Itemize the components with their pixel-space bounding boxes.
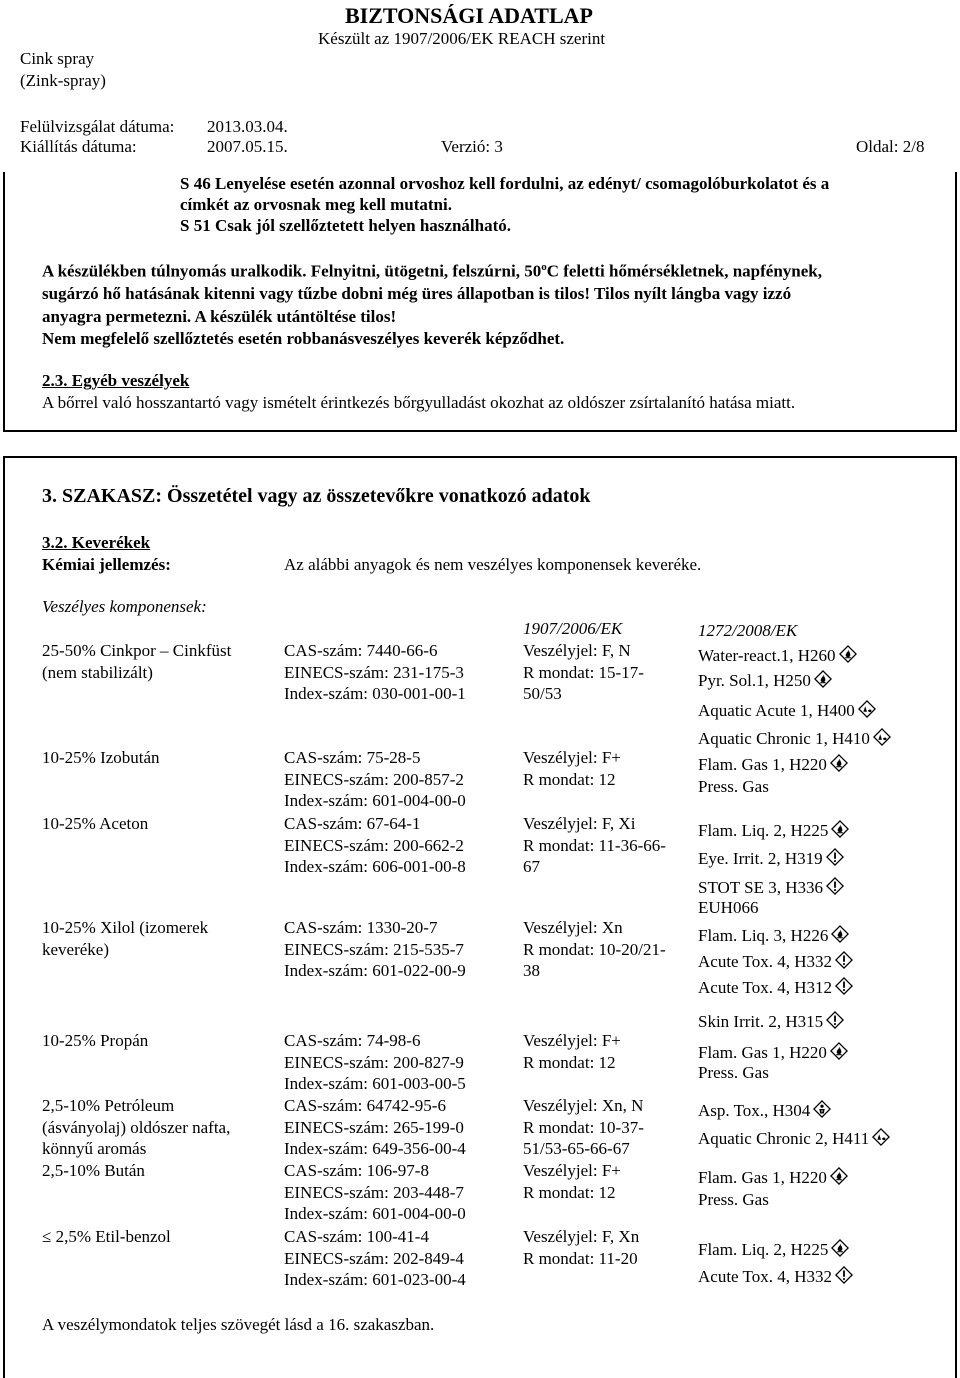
chemical-characterization-value: Az alábbi anyagok és nem veszélyes komponensek keveréke.: [284, 555, 702, 574]
other-hazards-text: A bőrrel való hosszantartó vagy ismételt érintkezés bőrgyulladást okozhat az oldószer zsírtalanító hatása miatt.: [42, 393, 796, 412]
clp-classification-item: [698, 1167, 849, 1188]
clp-classification-text: Flam. Liq. 3, H226: [698, 926, 829, 945]
s46-line-1: S 46 Lenyelése esetén azonnal orvoshoz kell fordulni, az edényt/ csomagolóburkolatot és a: [180, 174, 830, 193]
clp-classification-text: Flam. Liq. 2, H225: [698, 821, 829, 840]
component-identifiers: EINECS-szám: 265-199-0: [284, 1117, 464, 1137]
clp-classification-item: [698, 820, 850, 841]
column-1272: 1272/2008/EK: [698, 621, 798, 640]
clp-classification-item: [698, 1042, 849, 1063]
warning-line-1: [42, 261, 822, 282]
s46-line-2: címkét az orvosnak meg kell mutatni.: [180, 195, 452, 214]
component-identifiers: Index-szám: 601-023-00-4: [284, 1270, 466, 1290]
clp-classification-text: STOT SE 3, H336: [698, 878, 824, 897]
component-name: 10-25% Propán: [42, 1031, 149, 1050]
component-1907-classification: R mondat: 15-17-: [523, 662, 644, 682]
component-name: 10-25% Aceton: [42, 814, 149, 833]
clp-classification-text: Pyr. Sol.1, H250: [698, 671, 811, 690]
component-identifiers: CAS-szám: 100-41-4: [284, 1227, 429, 1246]
clp-classification-text: Asp. Tox., H304: [698, 1101, 811, 1120]
clp-classification-item: [698, 1011, 845, 1032]
component-identifiers: CAS-szám: 67-64-1: [284, 814, 421, 833]
component-identifiers: Index-szám: 601-003-00-5: [284, 1074, 466, 1094]
clp-classification-item: [698, 1266, 854, 1287]
mixtures-heading: 3.2. Keverékek: [42, 533, 151, 552]
component-identifiers: CAS-szám: 106-97-8: [284, 1161, 429, 1180]
clp-classification-item: [698, 1063, 769, 1083]
clp-classification-text: Flam. Gas 1, H220: [698, 1043, 827, 1062]
column-1907: 1907/2006/EK: [523, 619, 623, 638]
clp-classification-item: [698, 1239, 850, 1260]
component-1907-classification: 50/53: [523, 684, 562, 704]
component-1907-classification: Veszélyjel: F+: [523, 748, 621, 767]
clp-classification-text: Water-react.1, H260: [698, 646, 836, 665]
other-hazards-heading: 2.3. Egyéb veszélyek: [42, 371, 190, 390]
component-identifiers: Index-szám: 601-004-00-0: [284, 791, 466, 811]
component-identifiers: Index-szám: 601-022-00-9: [284, 961, 466, 981]
component-name: 25-50% Cinkpor – Cinkfüst: [42, 641, 232, 660]
component-identifiers: EINECS-szám: 203-448-7: [284, 1182, 464, 1202]
exclamation-icon: [834, 977, 854, 995]
component-identifiers: Index-szám: 649-356-00-4: [284, 1139, 466, 1159]
component-name: 10-25% Izobután: [42, 748, 160, 767]
clp-classification-item: [698, 777, 769, 797]
issue-date: 2007.05.15.: [207, 137, 288, 156]
exclamation-icon: [825, 848, 845, 866]
exclamation-icon: [834, 951, 854, 969]
section-3-heading: 3. SZAKASZ: Összetétel vagy az összetevőkre vonatkozó adatok: [42, 485, 591, 507]
component-1907-classification: Veszélyjel: Xn, N: [523, 1096, 644, 1115]
product-alt-name: (Zink-spray): [20, 71, 106, 90]
clp-classification-text: Press. Gas: [698, 777, 769, 796]
component-1907-classification: Veszélyjel: Xn: [523, 918, 623, 937]
flame-icon: [830, 925, 850, 943]
component-identifiers: Index-szám: 030-001-00-1: [284, 684, 466, 704]
clp-classification-text: Aquatic Acute 1, H400: [698, 701, 855, 720]
clp-classification-item: [698, 925, 850, 946]
component-1907-classification: R mondat: 11-36-66-: [523, 835, 666, 855]
component-identifiers: EINECS-szám: 200-662-2: [284, 835, 464, 855]
warning-line-3: anyagra permetezni. A készülék utántöltése tilos!: [42, 307, 397, 326]
flame-icon: [830, 1239, 850, 1257]
health-hazard-icon: [812, 1100, 832, 1118]
component-name: 2,5-10% Bután: [42, 1161, 145, 1180]
component-name: könnyű aromás: [42, 1139, 147, 1159]
component-identifiers: CAS-szám: 7440-66-6: [284, 641, 438, 660]
flame-icon: [829, 1042, 849, 1060]
chemical-characterization-label: Kémiai jellemzés:: [42, 555, 171, 574]
component-1907-classification: R mondat: 12: [523, 769, 616, 789]
component-1907-classification: Veszélyjel: F, Xn: [523, 1227, 640, 1246]
environment-icon: [872, 728, 892, 746]
clp-classification-text: Flam. Gas 1, H220: [698, 1168, 827, 1187]
flame-icon: [829, 1167, 849, 1185]
clp-classification-item: [698, 670, 833, 691]
clp-classification-item: [698, 1128, 891, 1149]
component-1907-classification: R mondat: 11-20: [523, 1248, 638, 1268]
clp-classification-text: Press. Gas: [698, 1190, 769, 1209]
clp-classification-text: Acute Tox. 4, H332: [698, 1267, 833, 1286]
clp-classification-text: Acute Tox. 4, H312: [698, 978, 833, 997]
component-identifiers: EINECS-szám: 231-175-3: [284, 662, 464, 682]
exclamation-icon: [825, 877, 845, 895]
issue-label: Kiállítás dátuma:: [20, 137, 137, 156]
component-identifiers: CAS-szám: 74-98-6: [284, 1031, 421, 1050]
component-identifiers: Index-szám: 601-004-00-0: [284, 1204, 466, 1224]
hazardous-components-label: Veszélyes komponensek:: [42, 597, 207, 616]
clp-classification-text: Aquatic Chronic 1, H410: [698, 729, 870, 748]
page-number: Oldal: 2/8: [856, 137, 925, 156]
component-1907-classification: Veszélyjel: F, Xi: [523, 814, 636, 833]
clp-classification-text: EUH066: [698, 898, 759, 917]
component-identifiers: EINECS-szám: 215-535-7: [284, 939, 464, 959]
document-title: BIZTONSÁGI ADATLAP: [345, 3, 593, 28]
component-identifiers: EINECS-szám: 202-849-4: [284, 1248, 464, 1268]
clp-classification-item: [698, 1100, 832, 1121]
document-subtitle: Készült az 1907/2006/EK REACH szerint: [318, 29, 606, 48]
clp-classification-text: Skin Irrit. 2, H315: [698, 1012, 824, 1031]
flame-icon: [813, 670, 833, 688]
clp-classification-text: Flam. Liq. 2, H225: [698, 1240, 829, 1259]
clp-classification-item: [698, 700, 877, 721]
product-name: Cink spray: [20, 49, 95, 68]
flame-icon: [829, 754, 849, 772]
clp-classification-text: Acute Tox. 4, H332: [698, 952, 833, 971]
component-1907-classification: Veszélyjel: F+: [523, 1031, 621, 1050]
component-1907-classification: 38: [523, 961, 540, 981]
clp-classification-item: [698, 848, 845, 869]
revision-date: 2013.03.04.: [207, 117, 288, 136]
clp-classification-item: [698, 754, 849, 775]
component-1907-classification: 51/53-65-66-67: [523, 1139, 630, 1159]
component-name: ≤ 2,5% Etil-benzol: [42, 1227, 171, 1246]
environment-icon: [857, 700, 877, 718]
exclamation-icon: [834, 1266, 854, 1284]
exclamation-icon: [825, 1011, 845, 1029]
clp-classification-item: [698, 977, 854, 998]
revision-label: Felülvizsgálat dátuma:: [20, 117, 175, 136]
component-1907-classification: R mondat: 10-37-: [523, 1117, 644, 1137]
component-name: 2,5-10% Petróleum: [42, 1096, 175, 1115]
component-identifiers: CAS-szám: 75-28-5: [284, 748, 421, 767]
component-1907-classification: Veszélyjel: F+: [523, 1161, 621, 1180]
environment-icon: [871, 1128, 891, 1146]
clp-classification-text: Flam. Gas 1, H220: [698, 755, 827, 774]
flame-icon: [830, 820, 850, 838]
component-name: (nem stabilizált): [42, 662, 153, 682]
component-1907-classification: Veszélyjel: F, N: [523, 641, 631, 660]
flame-icon: [838, 645, 858, 663]
component-1907-classification: 67: [523, 857, 540, 877]
footer-note: A veszélymondatok teljes szövegét lásd a 16. szakaszban.: [42, 1315, 435, 1334]
clp-classification-item: [698, 898, 758, 918]
warning-line-1-b: C feletti hőmérsékletnek, napfénynek,: [546, 261, 822, 281]
component-name: (ásványolaj) oldószer nafta,: [42, 1117, 231, 1137]
component-identifiers: EINECS-szám: 200-827-9: [284, 1052, 464, 1072]
s51-line: S 51 Csak jól szellőztetett helyen használható.: [180, 216, 512, 235]
warning-line-4: Nem megfelelő szellőztetés esetén robbanásveszélyes keverék képződhet.: [42, 329, 565, 348]
component-identifiers: CAS-szám: 1330-20-7: [284, 918, 438, 937]
clp-classification-item: [698, 1190, 769, 1210]
component-1907-classification: R mondat: 10-20/21-: [523, 939, 666, 959]
degree-sup: o: [541, 261, 547, 273]
component-identifiers: CAS-szám: 64742-95-6: [284, 1096, 446, 1115]
warning-line-2: sugárzó hő hatásának kitenni vagy tűzbe dobni még üres állapotban is tilos! Tilos nyílt lángba vagy izzó: [42, 284, 792, 303]
component-1907-classification: R mondat: 12: [523, 1182, 616, 1202]
component-name: keveréke): [42, 939, 110, 959]
clp-classification-item: [698, 951, 854, 972]
clp-classification-item: [698, 877, 845, 898]
version: Verzió: 3: [441, 137, 503, 156]
clp-classification-item: [698, 645, 858, 666]
clp-classification-text: Eye. Irrit. 2, H319: [698, 849, 823, 868]
component-identifiers: EINECS-szám: 200-857-2: [284, 769, 464, 789]
clp-classification-item: [698, 728, 892, 749]
clp-classification-text: Press. Gas: [698, 1063, 769, 1082]
component-1907-classification: R mondat: 12: [523, 1052, 616, 1072]
component-identifiers: Index-szám: 606-001-00-8: [284, 857, 466, 877]
component-name: 10-25% Xilol (izomerek: [42, 918, 209, 937]
warning-line-1-a: A készülékben túlnyomás uralkodik. Felnyitni, ütögetni, felszúrni, 50: [42, 261, 542, 281]
clp-classification-text: Aquatic Chronic 2, H411: [698, 1129, 870, 1148]
